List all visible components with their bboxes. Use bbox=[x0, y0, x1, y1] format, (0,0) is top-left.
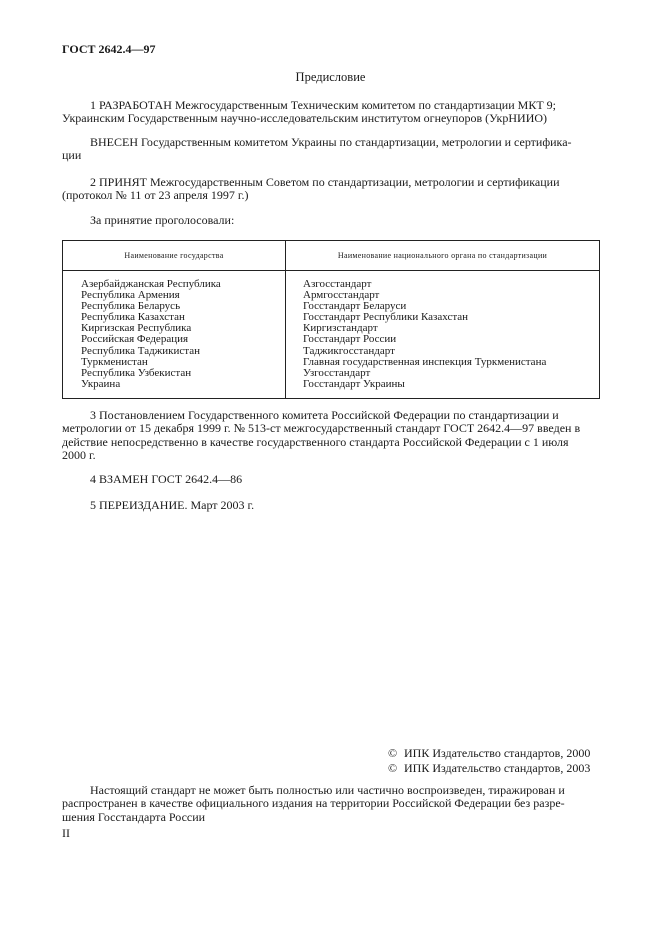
standards-body-name: Госстандарт России bbox=[303, 333, 397, 346]
paragraph-line: метрологии от 15 декабря 1999 г. № 513-ст межгосударственный стандарт ГОСТ 2642.4—97 введен в bbox=[62, 421, 581, 436]
paragraph-reissue: 5 ПЕРЕИЗДАНИЕ. Март 2003 г. bbox=[90, 498, 255, 512]
paragraph-line: ВНЕСЕН Государственным комитетом Украины по стандартизации, метрологии и сертифика- bbox=[90, 135, 572, 149]
state-name: Республика Казахстан bbox=[81, 311, 185, 324]
state-name: Украина bbox=[81, 377, 121, 390]
paragraph-line: 2000 г. bbox=[62, 448, 96, 463]
state-name: Республика Таджикистан bbox=[81, 344, 200, 357]
copyright-text: ИПК Издательство стандартов, 2000 bbox=[404, 746, 591, 760]
paragraph-replaces: 4 ВЗАМЕН ГОСТ 2642.4—86 bbox=[90, 472, 243, 486]
state-name: Азербайджанская Республика bbox=[81, 278, 221, 290]
paragraph-introduced bbox=[62, 136, 600, 163]
paragraph-line: Настоящий стандарт не может быть полностью или частично воспроизведен, тиражирован и bbox=[90, 783, 565, 797]
reproduction-notice bbox=[62, 784, 600, 824]
table-row bbox=[63, 271, 600, 399]
standards-body-name: Госстандарт Беларуси bbox=[303, 300, 407, 313]
page-title: Предисловие bbox=[295, 70, 366, 84]
standards-body-name: Киргизстандарт bbox=[303, 322, 378, 335]
standards-body-name: Узгосстандарт bbox=[303, 366, 371, 379]
state-name: Республика Беларусь bbox=[81, 300, 181, 313]
voting-table bbox=[62, 240, 600, 399]
votes-label: За принятие проголосовали: bbox=[90, 213, 235, 227]
copyright-text: ИПК Издательство стандартов, 2003 bbox=[404, 761, 591, 775]
paragraph-line: распространен в качестве официального издания на территории Российской Федерации без разре- bbox=[62, 796, 565, 811]
standards-body-name: Госстандарт Республики Казахстан bbox=[303, 311, 469, 324]
paragraph-line: Украинским Государственным научно-исследовательским институтом огнеупоров (УкрНИИО) bbox=[62, 111, 548, 126]
paragraph-line: шения Госстандарта России bbox=[62, 809, 206, 824]
paragraph-developed bbox=[62, 99, 600, 126]
paragraph-line: 3 Постановлением Государственного комитета Российской Федерации по стандартизации и bbox=[90, 408, 559, 422]
table-header-row bbox=[63, 241, 600, 271]
paragraph-line: (протокол № 11 от 23 апреля 1997 г.) bbox=[62, 188, 249, 203]
copyright-line bbox=[388, 746, 590, 761]
copyright-symbol: © bbox=[388, 746, 398, 760]
state-name: Республика Армения bbox=[81, 289, 180, 302]
standards-body-name: Таджикгосстандарт bbox=[303, 344, 395, 357]
state-column bbox=[63, 271, 286, 399]
paragraph-line: 2 ПРИНЯТ Межгосударственным Советом по стандартизации, метрологии и сертификации bbox=[90, 175, 560, 189]
paragraph-line: действие непосредственно в качестве государственного стандарта Российской Федерации с 1 июля bbox=[62, 434, 569, 449]
copyright-line bbox=[388, 761, 590, 776]
state-name: Туркменистан bbox=[81, 355, 148, 368]
paragraph-line: 1 РАЗРАБОТАН Межгосударственным Техническим комитетом по стандартизации МКТ 9; bbox=[90, 98, 556, 112]
state-name: Киргизская Республика bbox=[81, 322, 192, 335]
standards-body-name: Армгосстандарт bbox=[303, 289, 380, 302]
state-name: Российская Федерация bbox=[81, 333, 189, 346]
column-header-body: Наименование национального органа по стандартизации bbox=[286, 241, 600, 271]
paragraph-adopted bbox=[62, 176, 600, 203]
column-header-state: Наименование государства bbox=[63, 241, 286, 271]
paragraph-resolution bbox=[62, 409, 600, 463]
page-number: II bbox=[62, 826, 70, 840]
paragraph-line: ции bbox=[62, 148, 82, 163]
standards-body-name: Азгосстандарт bbox=[303, 278, 372, 290]
standard-code-header: ГОСТ 2642.4—97 bbox=[62, 42, 156, 56]
copyright-symbol: © bbox=[388, 761, 398, 775]
body-column bbox=[286, 271, 600, 399]
standards-body-name: Госстандарт Украины bbox=[303, 377, 405, 390]
state-name: Республика Узбекистан bbox=[81, 366, 192, 379]
standards-body-name: Главная государственная инспекция Туркменистана bbox=[303, 355, 547, 368]
